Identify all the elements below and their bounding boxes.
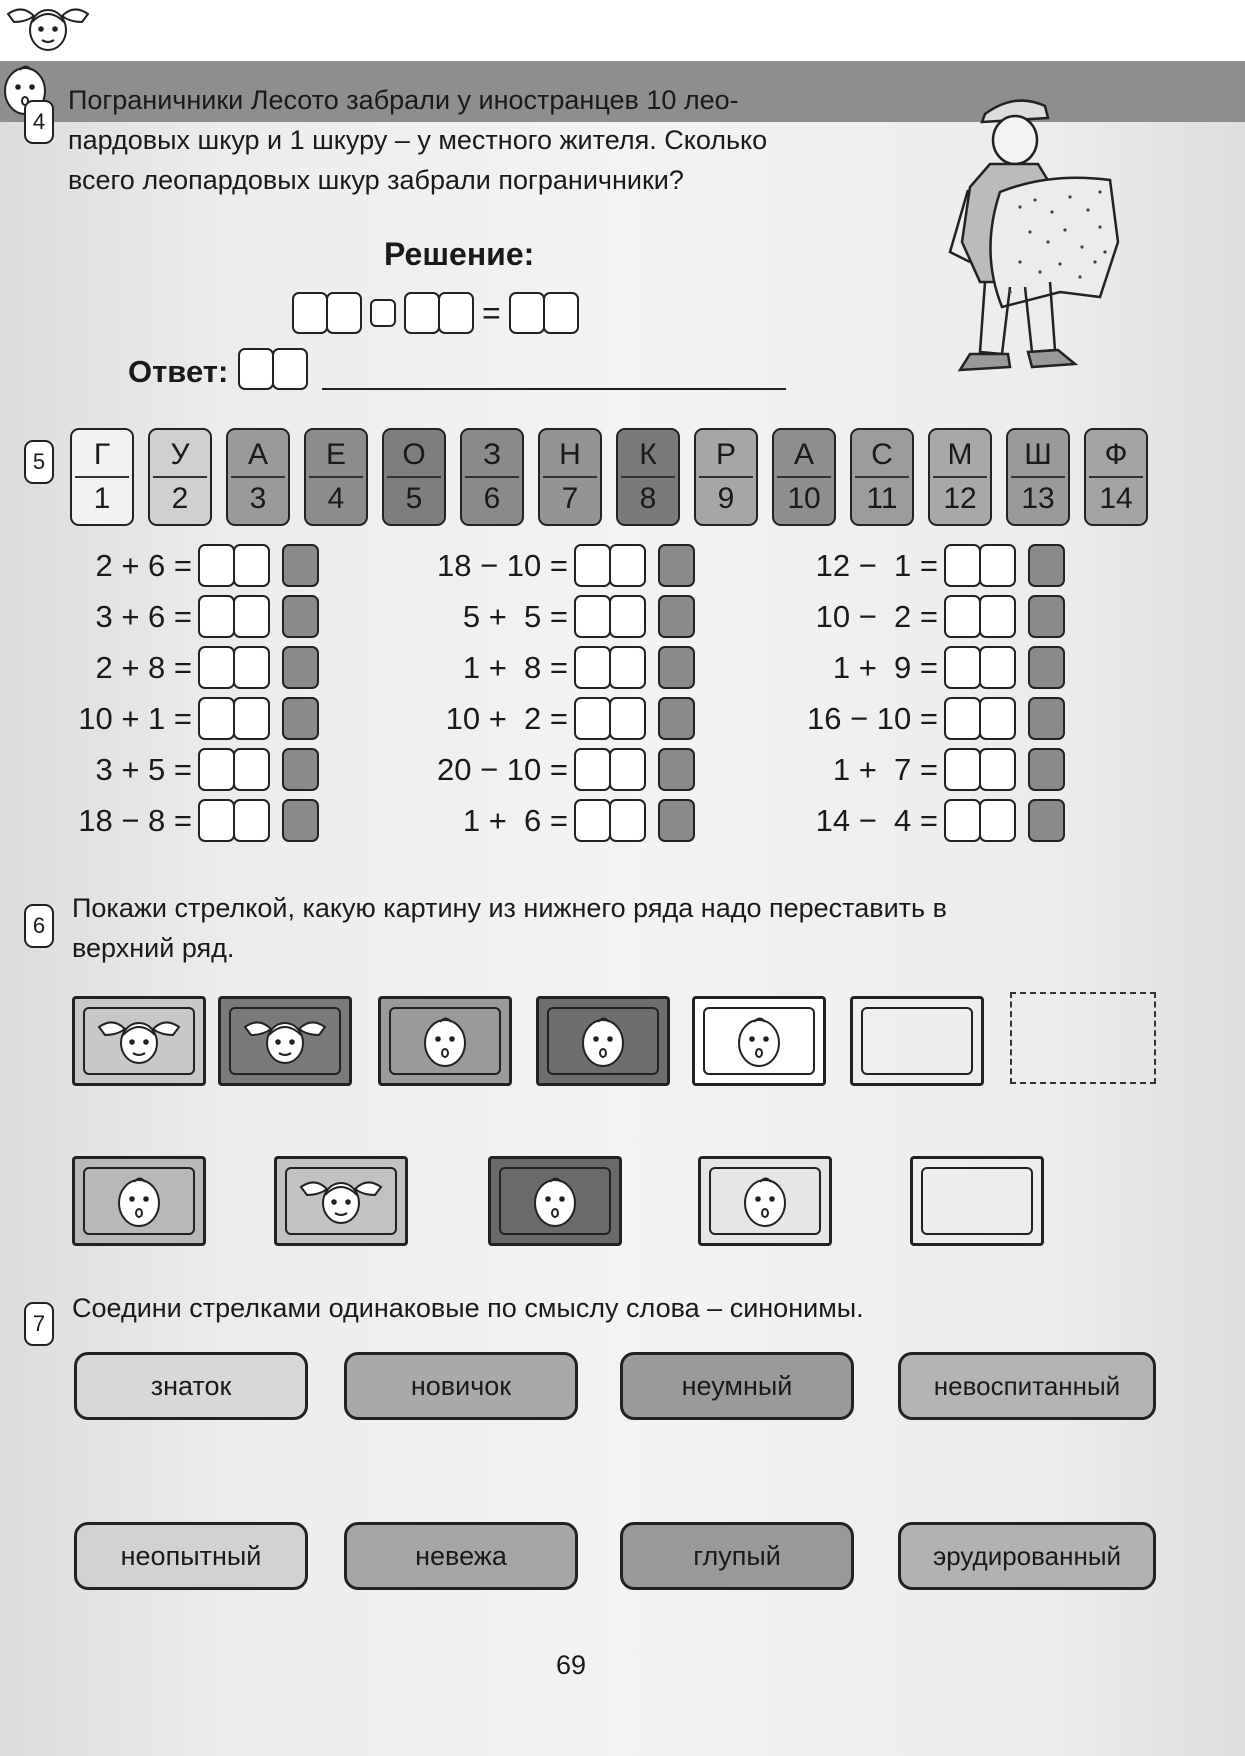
answer-letter-box[interactable]	[282, 697, 319, 740]
task4-line-1: Пограничники Лесото забрали у иностранцев 10 лео-	[68, 85, 739, 115]
equation-row	[60, 642, 319, 693]
answer-row	[128, 348, 786, 390]
task6-text	[72, 888, 1172, 968]
picture-bottom-2[interactable]	[274, 1156, 408, 1246]
picture-top-4[interactable]	[536, 996, 670, 1086]
equation-answer-boxes	[574, 697, 695, 740]
answer-digit-box[interactable]	[979, 544, 1016, 587]
answer-digit-box[interactable]	[198, 544, 235, 587]
word-plaque-bottom-2[interactable]: невежа	[344, 1522, 578, 1590]
answer-digit-box[interactable]	[609, 799, 646, 842]
equation-text: 2 + 6 =	[95, 547, 192, 583]
task6-line-2: верхний ряд.	[72, 933, 235, 963]
answer-letter-box[interactable]	[658, 595, 695, 638]
equation-row	[418, 795, 695, 846]
word-plaque-top-1[interactable]: знаток	[74, 1352, 308, 1420]
solution-result[interactable]	[509, 292, 579, 334]
picture-top-2[interactable]	[218, 996, 352, 1086]
answer-digit-box[interactable]	[198, 799, 235, 842]
task4-line-2: пардовых шкур и 1 шкуру – у местного жителя. Сколько	[68, 125, 768, 155]
letter-tile: У 2	[148, 428, 212, 526]
word-plaque-bottom-4[interactable]: эрудированный	[898, 1522, 1156, 1590]
answer-letter-box[interactable]	[658, 544, 695, 587]
baby-face-icon	[114, 1173, 164, 1229]
equation-text: 20 − 10 =	[436, 751, 568, 787]
task5-number-badge	[24, 440, 54, 484]
answer-digit-box[interactable]	[233, 544, 270, 587]
answer-digit-box[interactable]	[979, 697, 1016, 740]
letter-tile: Е 4	[304, 428, 368, 526]
equation-row	[60, 693, 319, 744]
letter-tile: С 11	[850, 428, 914, 526]
equation-row	[418, 744, 695, 795]
picture-top-3[interactable]	[378, 996, 512, 1086]
equation-answer-boxes	[574, 544, 695, 587]
answer-digit-box[interactable]	[979, 595, 1016, 638]
answer-digit-box[interactable]	[198, 697, 235, 740]
answer-letter-box[interactable]	[1028, 646, 1065, 689]
answer-digit-box[interactable]	[609, 646, 646, 689]
task6-line-1: Покажи стрелкой, какую картину из нижнего ряда надо переставить в	[72, 893, 947, 923]
equation-answer-boxes	[198, 697, 319, 740]
equation-answer-boxes	[944, 799, 1065, 842]
picture-bottom-1[interactable]	[72, 1156, 206, 1246]
equation-row	[60, 795, 319, 846]
equation-row	[60, 591, 319, 642]
solution-equals: =	[482, 294, 501, 331]
answer-letter-box[interactable]	[1028, 544, 1065, 587]
girl-face-icon	[0, 0, 96, 56]
equation-text: 16 − 10 =	[806, 700, 938, 736]
answer-digit-box[interactable]	[609, 748, 646, 791]
letter-tile: Р 9	[694, 428, 758, 526]
border-guard-illustration	[940, 92, 1120, 397]
answer-letter-box[interactable]	[1028, 595, 1065, 638]
answer-digit-box[interactable]	[574, 697, 611, 740]
answer-letter-box[interactable]	[658, 748, 695, 791]
letter-code-tiles	[70, 428, 1148, 526]
equation-row	[788, 693, 1065, 744]
equation-text: 5 + 5 =	[462, 598, 568, 634]
equation-text: 14 − 4 =	[815, 802, 938, 838]
answer-digit-box[interactable]	[198, 595, 235, 638]
answer-digit-box[interactable]	[944, 595, 981, 638]
answer-digit-box[interactable]	[609, 697, 646, 740]
picture-bottom-4[interactable]	[698, 1156, 832, 1246]
answer-letter-box[interactable]	[282, 595, 319, 638]
answer-digit-box[interactable]	[233, 799, 270, 842]
answer-letter-box[interactable]	[658, 646, 695, 689]
answer-digit-box[interactable]	[944, 748, 981, 791]
solution-operand-2[interactable]	[404, 292, 474, 334]
answer-digit-box[interactable]	[574, 544, 611, 587]
equation-answer-boxes	[944, 646, 1065, 689]
word-plaque-top-4[interactable]: невоспитанный	[898, 1352, 1156, 1420]
baby-face-icon	[578, 1013, 628, 1069]
task4-line-3: всего леопардовых шкур забрали пограничники?	[68, 165, 684, 195]
answer-digit-box[interactable]	[198, 646, 235, 689]
answer-digit-box[interactable]	[944, 646, 981, 689]
answer-digit-box[interactable]	[609, 595, 646, 638]
baby-face-icon	[740, 1173, 790, 1229]
picture-bottom-3[interactable]	[488, 1156, 622, 1246]
letter-tile: Ш 13	[1006, 428, 1070, 526]
equation-answer-boxes	[944, 544, 1065, 587]
answer-number-boxes[interactable]	[238, 348, 308, 390]
task6-number-badge	[24, 904, 54, 948]
equation-row	[788, 744, 1065, 795]
baby-face-icon	[530, 1173, 580, 1229]
equation-answer-boxes	[944, 697, 1065, 740]
answer-letter-box[interactable]	[282, 799, 319, 842]
equation-column-3	[788, 540, 1065, 846]
answer-digit-box[interactable]	[979, 748, 1016, 791]
equation-row	[788, 642, 1065, 693]
equation-text: 10 + 1 =	[78, 700, 192, 736]
task6-number: 6	[32, 913, 46, 938]
equation-text: 12 − 1 =	[815, 547, 938, 583]
letter-tile: Ф 14	[1084, 428, 1148, 526]
answer-digit-box[interactable]	[233, 697, 270, 740]
task4-text	[68, 80, 908, 200]
task7-number: 7	[32, 1311, 46, 1336]
solution-operator-box[interactable]	[370, 299, 396, 327]
equation-row	[60, 540, 319, 591]
equation-answer-boxes	[574, 748, 695, 791]
answer-letter-box[interactable]	[658, 799, 695, 842]
girl-face-icon	[237, 1013, 333, 1069]
letter-tile: Г 1	[70, 428, 134, 526]
equation-row	[788, 795, 1065, 846]
answer-letter-box[interactable]	[1028, 748, 1065, 791]
letter-tile: А 10	[772, 428, 836, 526]
answer-digit-box[interactable]	[233, 646, 270, 689]
picture-top-5[interactable]	[692, 996, 826, 1086]
baby-face-icon	[734, 1013, 784, 1069]
answer-letter-box[interactable]	[1028, 799, 1065, 842]
equation-row	[418, 693, 695, 744]
answer-label: Ответ:	[128, 354, 229, 389]
equation-text: 18 − 8 =	[78, 802, 192, 838]
answer-digit-box[interactable]	[944, 697, 981, 740]
answer-letter-box[interactable]	[282, 748, 319, 791]
girl-face-icon	[91, 1013, 187, 1069]
answer-digit-box[interactable]	[574, 646, 611, 689]
answer-digit-box[interactable]	[979, 799, 1016, 842]
answer-digit-box[interactable]	[609, 544, 646, 587]
answer-digit-box[interactable]	[574, 748, 611, 791]
task4-number: 4	[32, 109, 46, 134]
equation-text: 1 + 7 =	[832, 751, 938, 787]
solution-label: Решение:	[384, 236, 535, 272]
equation-row	[788, 591, 1065, 642]
equation-text: 1 + 8 =	[462, 649, 568, 685]
answer-letter-box[interactable]	[282, 646, 319, 689]
equation-text: 3 + 5 =	[95, 751, 192, 787]
word-plaque-bottom-3[interactable]: глупый	[620, 1522, 854, 1590]
letter-tile: М 12	[928, 428, 992, 526]
answer-letter-box[interactable]	[1028, 697, 1065, 740]
task7-text: Соедини стрелками одинаковые по смыслу слова – синонимы.	[72, 1293, 864, 1323]
solution-equation	[292, 292, 579, 334]
answer-digit-box[interactable]	[574, 595, 611, 638]
picture-top-6[interactable]	[850, 996, 984, 1086]
equation-answer-boxes	[574, 595, 695, 638]
equation-text: 18 − 10 =	[436, 547, 568, 583]
baby-face-icon	[420, 1013, 470, 1069]
page-number: 69	[556, 1650, 587, 1680]
equation-text: 10 + 2 =	[445, 700, 568, 736]
letter-tile: З 6	[460, 428, 524, 526]
answer-digit-box[interactable]	[944, 799, 981, 842]
letter-tile: Н 7	[538, 428, 602, 526]
solution-operand-1[interactable]	[292, 292, 362, 334]
equation-text: 3 + 6 =	[95, 598, 192, 634]
answer-letter-box[interactable]	[282, 544, 319, 587]
answer-digit-box[interactable]	[233, 748, 270, 791]
picture-top-1[interactable]	[72, 996, 206, 1086]
answer-digit-box[interactable]	[944, 544, 981, 587]
picture-top-row	[0, 0, 1245, 61]
answer-digit-box[interactable]	[574, 799, 611, 842]
equation-row	[788, 540, 1065, 591]
equation-answer-boxes	[198, 544, 319, 587]
equation-text: 2 + 8 =	[95, 649, 192, 685]
task4-number-badge	[24, 100, 54, 144]
equation-row	[418, 540, 695, 591]
picture-bottom-5[interactable]	[910, 1156, 1044, 1246]
equation-answer-boxes	[198, 748, 319, 791]
word-plaque-bottom-1[interactable]: неопытный	[74, 1522, 308, 1590]
task5-number: 5	[32, 449, 46, 474]
equation-answer-boxes	[574, 799, 695, 842]
letter-tile: К 8	[616, 428, 680, 526]
equation-text: 1 + 6 =	[462, 802, 568, 838]
equation-answer-boxes	[198, 799, 319, 842]
equation-text: 10 − 2 =	[815, 598, 938, 634]
answer-digit-box[interactable]	[979, 646, 1016, 689]
letter-tile: О 5	[382, 428, 446, 526]
girl-face-icon	[293, 1173, 389, 1229]
equation-row	[418, 642, 695, 693]
word-plaque-top-3[interactable]: неумный	[620, 1352, 854, 1420]
equation-column-2	[418, 540, 695, 846]
answer-digit-box[interactable]	[198, 748, 235, 791]
equation-row	[418, 591, 695, 642]
equation-answer-boxes	[944, 748, 1065, 791]
task7-number badge	[24, 1302, 54, 1346]
answer-line[interactable]	[322, 352, 786, 390]
equation-text: 1 + 9 =	[832, 649, 938, 685]
letter-tile: А 3	[226, 428, 290, 526]
equation-column-1	[60, 540, 319, 846]
equation-answer-boxes	[574, 646, 695, 689]
equation-row	[60, 744, 319, 795]
equation-answer-boxes	[944, 595, 1065, 638]
word-plaque-top-2[interactable]: новичок	[344, 1352, 578, 1420]
answer-letter-box[interactable]	[658, 697, 695, 740]
empty-picture-slot[interactable]	[1010, 992, 1156, 1084]
equation-answer-boxes	[198, 595, 319, 638]
answer-digit-box[interactable]	[233, 595, 270, 638]
equation-answer-boxes	[198, 646, 319, 689]
